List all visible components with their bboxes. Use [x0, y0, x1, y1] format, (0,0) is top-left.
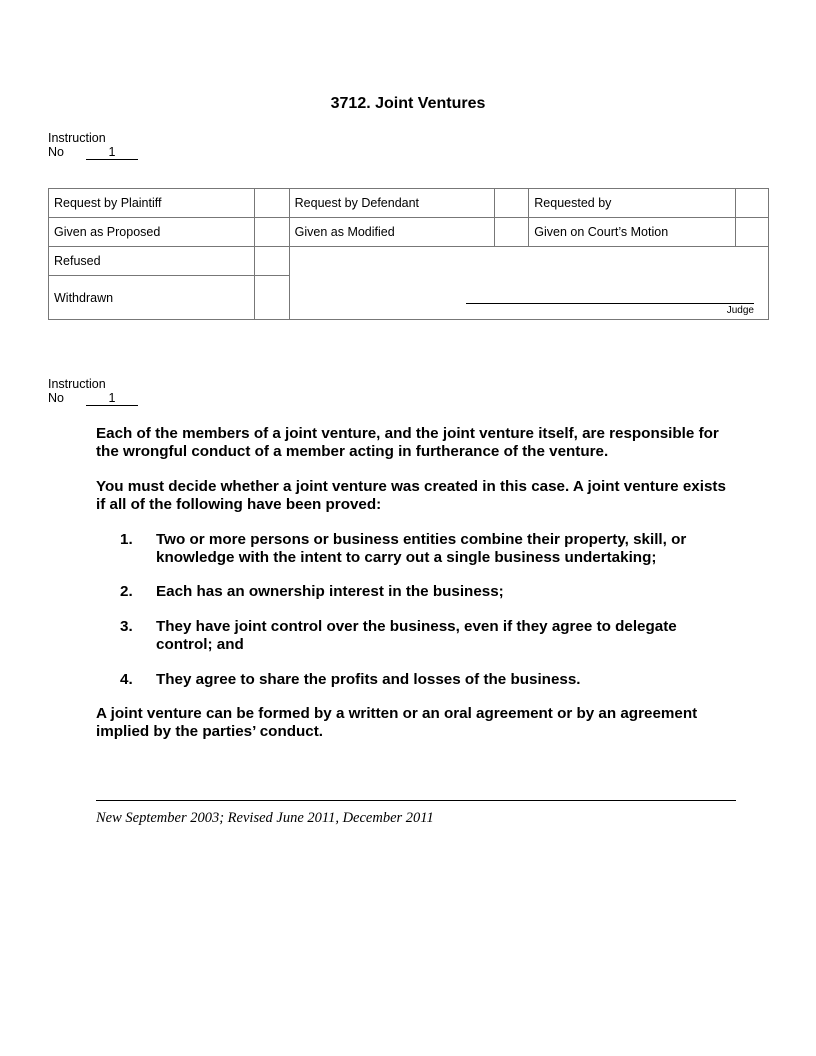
given-as-modified-label: Given as Modified [289, 218, 495, 247]
request-by-plaintiff-box[interactable] [254, 189, 289, 218]
list-item [96, 531, 736, 568]
refused-box[interactable] [254, 247, 289, 276]
judge-signature-line[interactable] [466, 303, 754, 304]
given-on-courts-motion-box[interactable] [736, 218, 769, 247]
instruction-body [96, 425, 736, 758]
instruction-number-top [48, 131, 138, 160]
list-item-number: 4. [120, 670, 133, 688]
withdrawn-label: Withdrawn [49, 276, 255, 320]
judge-label: Judge [726, 305, 754, 316]
instruction-label: Instruction [48, 377, 106, 391]
given-as-proposed-label: Given as Proposed [49, 218, 255, 247]
instruction-no-value: 1 [86, 392, 138, 406]
page-title: 3712. Joint Ventures [330, 95, 486, 112]
request-table [48, 188, 769, 320]
instruction-number-bottom [48, 377, 138, 406]
body-paragraph-3: A joint venture can be formed by a written or an oral agreement or by an agreement implied by the parties’ conduct. [96, 705, 698, 741]
list-item [96, 671, 736, 689]
request-by-plaintiff-label: Request by Plaintiff [49, 189, 255, 218]
given-as-modified-box[interactable] [495, 218, 529, 247]
list-item-text: They agree to share the profits and losses of the business. [156, 670, 581, 688]
requested-by-label: Requested by [529, 189, 736, 218]
given-as-proposed-box[interactable] [254, 218, 289, 247]
given-on-courts-motion-label: Given on Court’s Motion [529, 218, 736, 247]
instruction-no-label: No [48, 391, 64, 405]
list-item [96, 583, 736, 601]
list-item-text: Each has an ownership interest in the business; [156, 583, 504, 601]
body-paragraph-2: You must decide whether a joint venture was created in this case. A joint venture exists if all of the following have been proved: [96, 477, 726, 514]
judge-signature-area [289, 247, 768, 320]
instruction-no-label: No [48, 145, 64, 159]
request-by-defendant-label: Request by Defendant [289, 189, 495, 218]
refused-label: Refused [49, 247, 255, 276]
list-item-number: 1. [120, 530, 133, 548]
instruction-label: Instruction [48, 131, 106, 145]
requested-by-box[interactable] [736, 189, 769, 218]
revision-history: New September 2003; Revised June 2011, December 2011 [96, 810, 434, 826]
request-by-defendant-box[interactable] [495, 189, 529, 218]
list-item-number: 3. [120, 617, 133, 635]
list-item [96, 618, 736, 655]
body-paragraph-1: Each of the members of a joint venture, and the joint venture itself, are responsible for the wrongful conduct of a member acting in furtherance of the venture. [96, 425, 719, 461]
footer-divider [96, 800, 736, 801]
instruction-no-value: 1 [86, 146, 138, 160]
list-item-number: 2. [120, 583, 133, 601]
withdrawn-box[interactable] [254, 276, 289, 320]
list-item-text: They have joint control over the business, even if they agree to delegate control; and [156, 617, 677, 654]
list-item-text: Two or more persons or business entities combine their property, skill, or knowledge with the intent to carry out a single business undertaking; [156, 530, 687, 567]
